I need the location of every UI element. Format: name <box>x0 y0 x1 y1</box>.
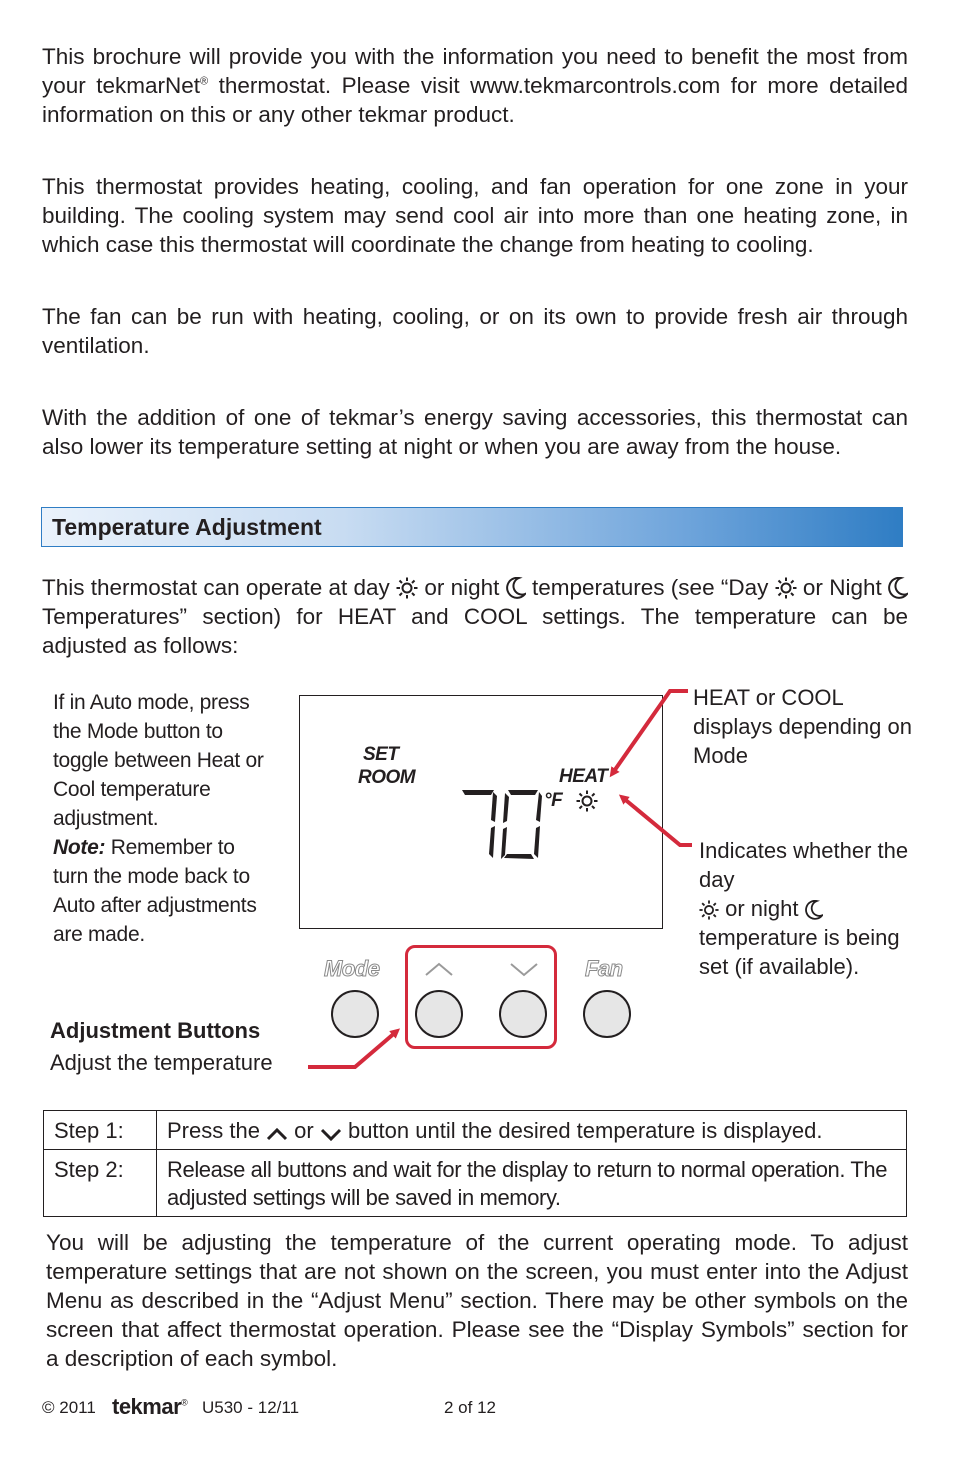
adjustment-buttons-title: Adjustment Buttons <box>50 1018 261 1043</box>
up-chevron-icon <box>266 1126 288 1142</box>
table-row <box>44 1111 907 1150</box>
lcd-unit-label: °F <box>544 790 563 811</box>
intro-paragraph-2: This thermostat provides heating, cooling, and fan operation for one zone in your building. The cooling system may send cool air into more than one heating zone, in which case this thermostat will coordinate the change from heating to cooling. <box>42 174 908 257</box>
footer-copyright: © 2011 <box>42 1398 96 1417</box>
footer-page-number: 2 of 12 <box>444 1398 496 1417</box>
intro-paragraph-4: With the addition of one of tekmar’s energy saving accessories, this thermostat can also lower its temperature setting at night or when you are away from the house. <box>42 405 908 459</box>
intro-paragraph-3: The fan can be run with heating, cooling, or on its own to provide fresh air through ventilation. <box>42 304 908 358</box>
lcd-room-label: ROOM <box>358 767 416 788</box>
adjustment-buttons-subtitle: Adjust the temperature <box>50 1050 273 1075</box>
tekmar-logo: tekmar® <box>112 1394 188 1419</box>
footer-doc-number: U530 - 12/11 <box>202 1398 300 1417</box>
section-title: Temperature Adjustment <box>52 514 322 540</box>
steps-table <box>43 1110 907 1217</box>
section-intro: This thermostat can operate at day or night temperatures (see “Day or Night Temperatures” section) for HEAT and COOL settings. The temperature can be adjusted as follows: <box>42 575 908 658</box>
fan-button-label: Fan <box>585 956 623 981</box>
mode-note: If in Auto mode, press the Mode button to toggle between Heat or Cool temperature adjustment. Note: Remember to turn the mode back to Auto after adjustments are made. <box>53 691 264 946</box>
adjustment-arrow <box>308 1031 397 1067</box>
step-label: Step 2: <box>44 1150 157 1217</box>
intro-paragraph-1: This brochure will provide you with the information you need to benefit the most from your tekmarNet® thermostat. Please visit www.tekmarcontrols.com for more detailed information on this or any other tekmar product. <box>42 44 908 127</box>
day-night-callout: Indicates whether the day or night temperature is being set (if available). <box>699 838 909 979</box>
day-night-arrow <box>622 797 692 845</box>
lcd-set-label: SET <box>363 744 399 765</box>
down-chevron-icon <box>320 1126 342 1142</box>
lcd-mode-label: HEAT <box>559 766 608 787</box>
table-row <box>44 1150 907 1217</box>
closing-paragraph: You will be adjusting the temperature of the current operating mode. To adjust temperature settings that are not shown on the screen, you must enter into the Adjust Menu as described in the “Adjust Menu” section. There may be other symbols on the screen that affect thermostat operation. Please see the “Display Symbols” section for a description of each symbol. <box>46 1230 908 1371</box>
heat-cool-callout: HEAT or COOL displays depending on Mode <box>693 685 912 768</box>
step-text: Press the or button until the desired temperature is displayed. <box>157 1111 907 1150</box>
step-text: Release all buttons and wait for the display to return to normal operation. The adjusted settings will be saved in memory. <box>157 1150 907 1217</box>
heat-cool-arrow <box>612 691 688 774</box>
mode-button-label: Mode <box>324 956 380 981</box>
step-label: Step 1: <box>44 1111 157 1150</box>
